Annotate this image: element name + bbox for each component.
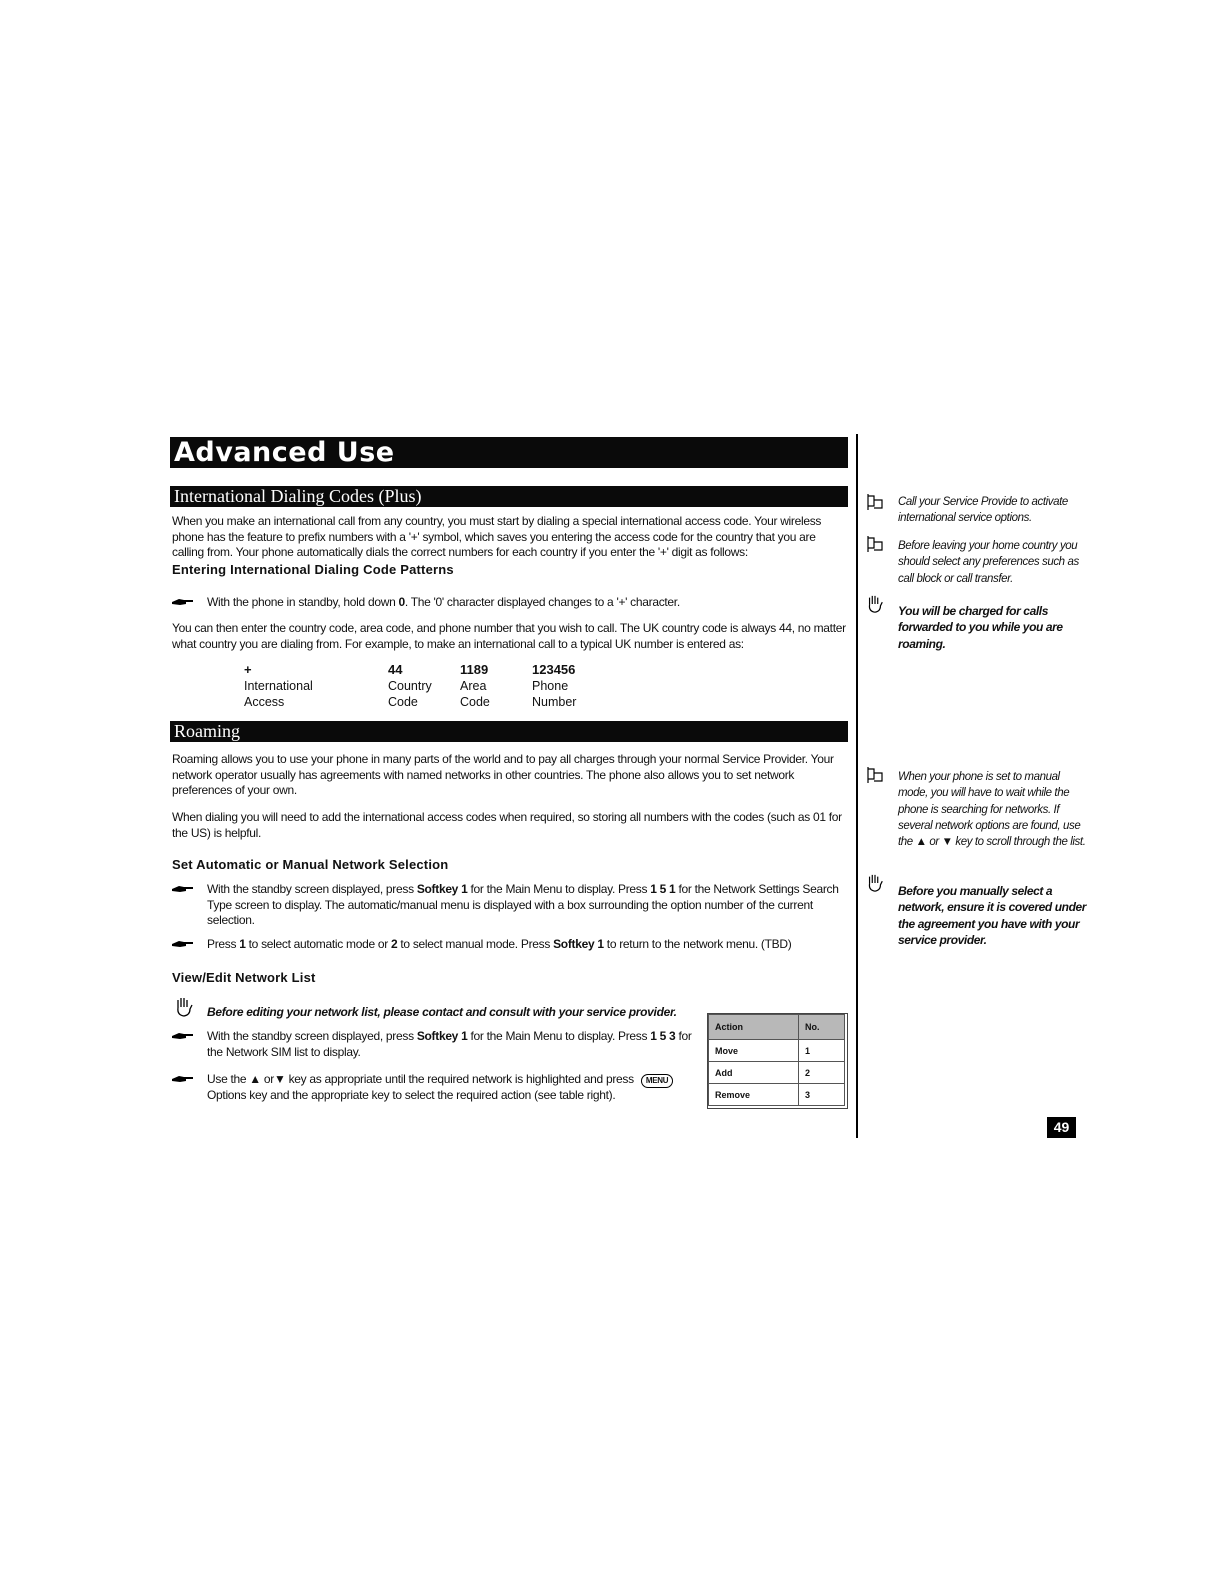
sidebar-warning-1: You will be charged for calls forwarded to you while you are roaming. — [898, 604, 1063, 651]
pointing-hand-icon — [172, 939, 194, 949]
pattern-label: Country — [388, 679, 432, 693]
sidebar-note-1: Call your Service Provide to activate international service options. — [898, 496, 1068, 525]
sidebar-note-3: When your phone is set to manual mode, you will have to wait while the phone is searching for networks. If several network options are found, use the ▲ or ▼ key to scroll through the list. — [898, 771, 1086, 849]
note-icon — [865, 765, 885, 785]
table-row: Add 2 — [709, 1062, 845, 1084]
intl-step-1: With the phone in standby, hold down 0. The '0' character displayed changes to a '+' character. — [172, 595, 848, 611]
intl-subheading: Entering International Dialing Code Patterns — [172, 562, 454, 577]
pattern-label: Access — [244, 695, 285, 709]
pointing-hand-icon — [172, 884, 194, 894]
network-selection-subheading: Set Automatic or Manual Network Selection — [172, 857, 449, 872]
pointing-hand-icon — [172, 1031, 194, 1041]
network-list-subheading: View/Edit Network List — [172, 970, 316, 985]
menu-key-icon: MENU — [641, 1074, 673, 1088]
sidebar-warning-2: Before you manually select a network, ensure it is covered under the agreement you have with your service provider. — [898, 884, 1087, 947]
pattern-value: 44 — [388, 662, 403, 677]
note-icon — [865, 492, 885, 512]
pattern-label: International — [244, 679, 313, 693]
pattern-label: Code — [388, 695, 418, 709]
sidebar-note-2: Before leaving your home country you should select any preferences such as call block or call transfer. — [898, 540, 1079, 585]
intl-intro: When you make an international call from any country, you must start by dialing a special international access code. Your wireless phone has the feature to prefix numbers with a '+' symbol, which saves you entering the access code for the country that you are calling from. Your phone automatically dials the correct numbers for each country if you enter the '+' digit as follows: — [172, 514, 822, 559]
roaming-para-2: When dialing you will need to add the international access codes when required, so storing all numbers with the codes (such as 01 for the US) is helpful. — [172, 810, 842, 840]
column-divider — [856, 434, 858, 1138]
table-row: Remove 3 — [709, 1084, 845, 1106]
table-header: Action — [709, 1015, 799, 1040]
pattern-label: Phone — [532, 679, 569, 693]
pattern-label: Number — [532, 695, 577, 709]
pattern-label: Area — [460, 679, 487, 693]
pattern-value: 1189 — [460, 662, 489, 677]
section-heading-label: International Dialing Codes (Plus) — [174, 486, 422, 506]
roaming-para-1: Roaming allows you to use your phone in many parts of the world and to pay all charges through your normal Service Provider. Your network operator usually has agreements with named networks in other countries. The phone also allows you to set network preferences of your own. — [172, 752, 834, 797]
warning-hand-icon — [865, 594, 885, 614]
pointing-hand-icon — [172, 1074, 194, 1084]
section-heading-roaming — [170, 721, 848, 742]
network-selection-step-1: With the standby screen displayed, press Softkey 1 for the Main Menu to display. Press 1 5 1 for the Network Settings Search Type screen to display. The automatic/manual menu is displayed with a box surrounding the option number of the current selection. — [172, 882, 848, 929]
table-header: No. — [798, 1015, 844, 1040]
note-icon — [865, 534, 885, 554]
action-table — [707, 1013, 848, 1109]
network-selection-step-2: Press 1 to select automatic mode or 2 to select manual mode. Press Softkey 1 to return to the network menu. (TBD) — [172, 937, 848, 953]
warning-hand-icon — [173, 996, 195, 1018]
network-list-warning: Before editing your network list, please contact and consult with your service provider. — [207, 1005, 677, 1019]
pattern-value: 123456 — [532, 662, 576, 677]
pointing-hand-icon — [172, 597, 194, 607]
page-number: 49 — [1047, 1117, 1076, 1138]
pattern-label: Code — [460, 695, 490, 709]
table-row: Move 1 — [709, 1040, 845, 1062]
section-heading-label: Roaming — [174, 721, 240, 741]
intl-followup: You can then enter the country code, area code, and phone number that you wish to call. The UK country code is always 44, no matter what country you are dialing from. For example, to make an international call to a typical UK number is entered as: — [172, 621, 846, 651]
network-list-step-2: Use the ▲ or▼ key as appropriate until the required network is highlighted and press MENU Options key and the appropriate key to select the required action (see table right). — [172, 1072, 702, 1104]
warning-hand-icon — [865, 873, 885, 893]
section-heading-international — [170, 486, 848, 507]
pattern-value: + — [244, 662, 252, 677]
network-list-step-1: With the standby screen displayed, press Softkey 1 for the Main Menu to display. Press 1 5 3 for the Network SIM list to display. — [172, 1029, 702, 1060]
page-title: Advanced Use — [170, 437, 848, 468]
